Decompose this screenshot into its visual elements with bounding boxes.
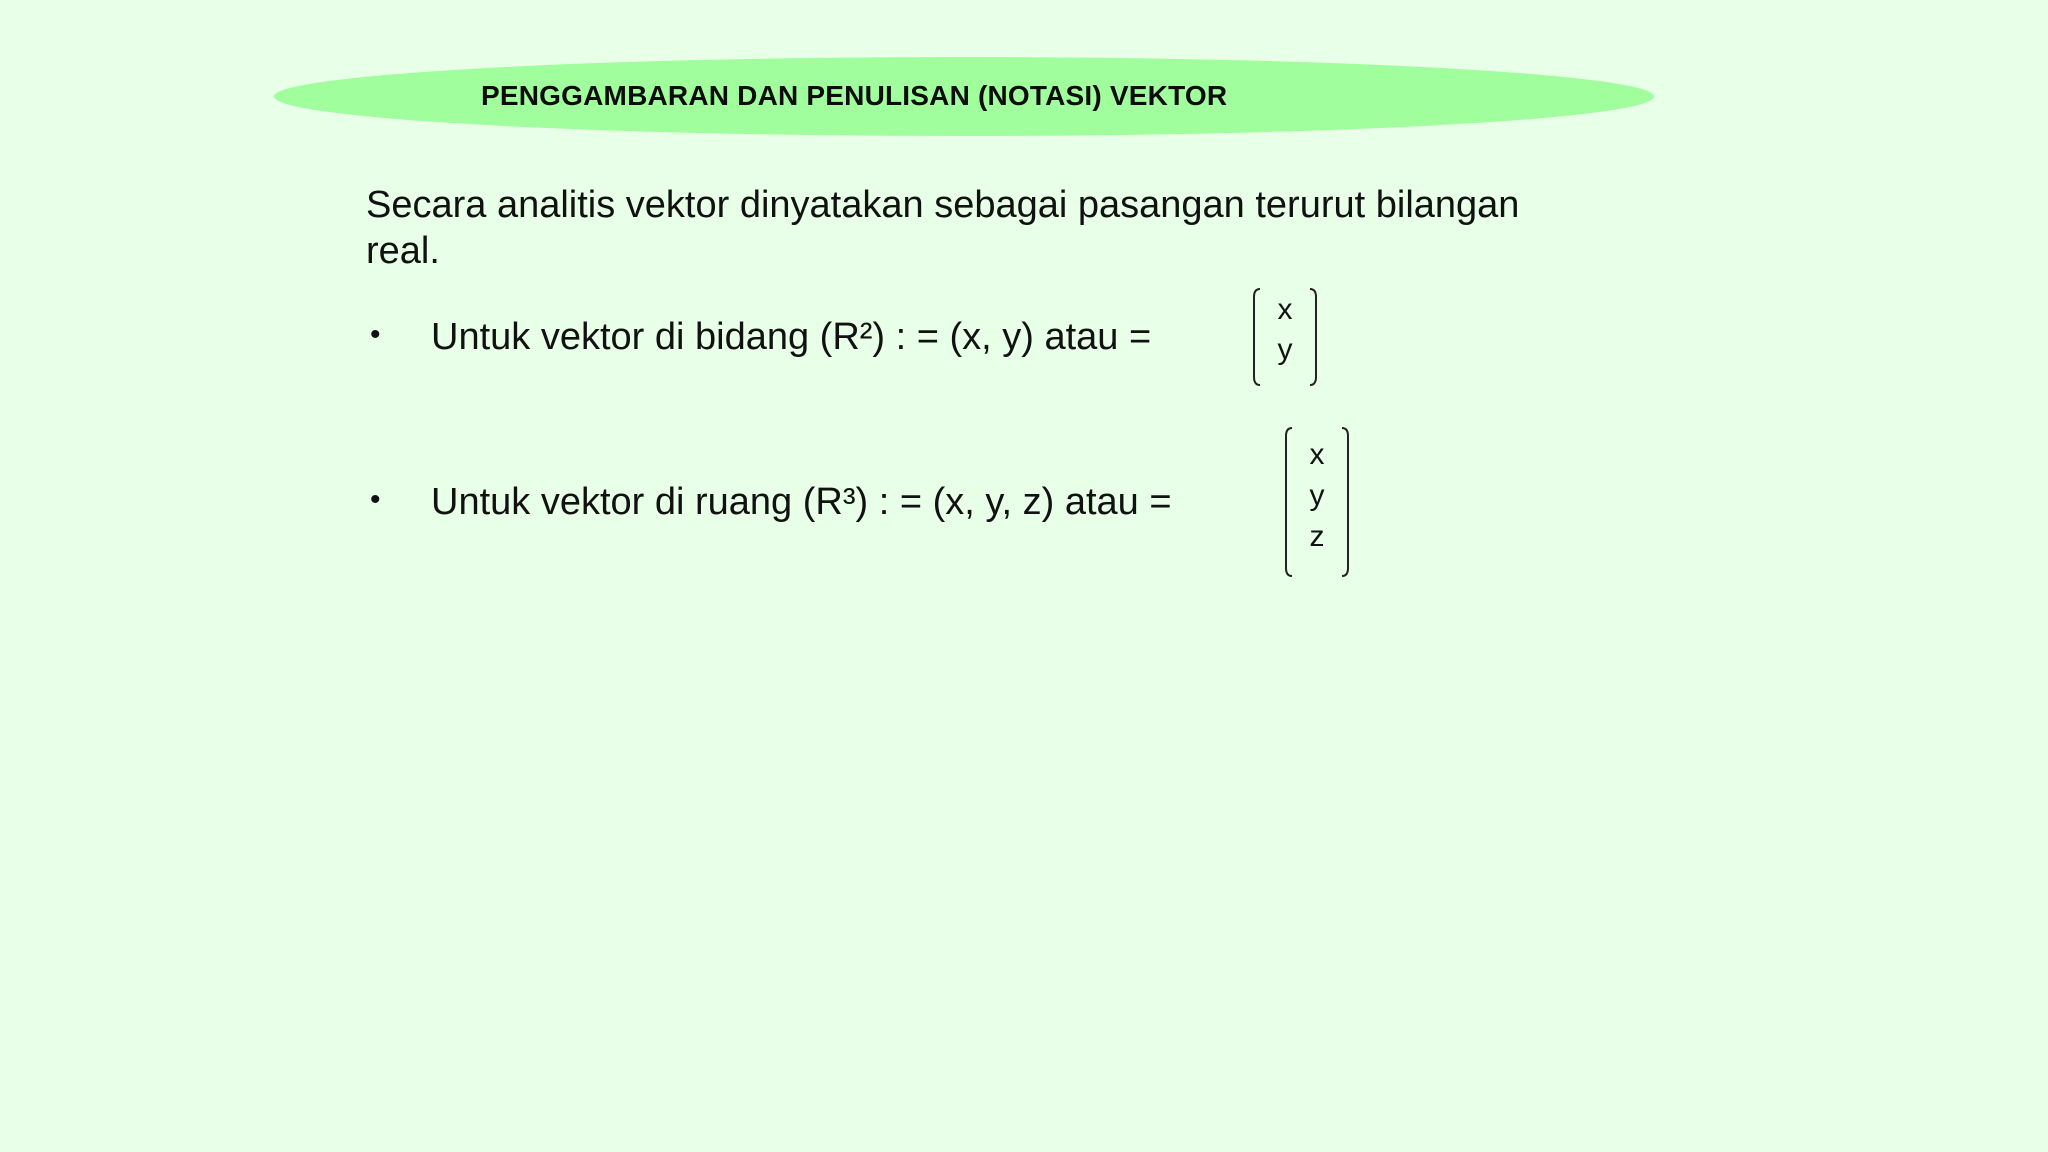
matrix-entry: y bbox=[1309, 479, 1325, 512]
intro-paragraph: Secara analitis vektor dinyatakan sebagai pasangan terurut bilangan real. bbox=[366, 184, 1520, 272]
column-vector-r3 bbox=[1282, 426, 1352, 578]
bullet-marker: • bbox=[370, 318, 381, 351]
bullet-r2-text: Untuk vektor di bidang (R²) : = (x, y) atau = bbox=[431, 316, 1152, 358]
column-vector-r2 bbox=[1250, 287, 1320, 387]
slide-title: PENGGAMBARAN DAN PENULISAN (NOTASI) VEKTOR bbox=[481, 80, 1228, 111]
matrix-entry: z bbox=[1309, 520, 1325, 553]
bullet-r3-text: Untuk vektor di ruang (R³) : = (x, y, z) atau = bbox=[431, 481, 1172, 523]
matrix-entry: y bbox=[1277, 333, 1293, 366]
bullet-marker: • bbox=[370, 483, 381, 516]
matrix-entry: x bbox=[1309, 438, 1325, 471]
matrix-entry: x bbox=[1277, 293, 1293, 326]
